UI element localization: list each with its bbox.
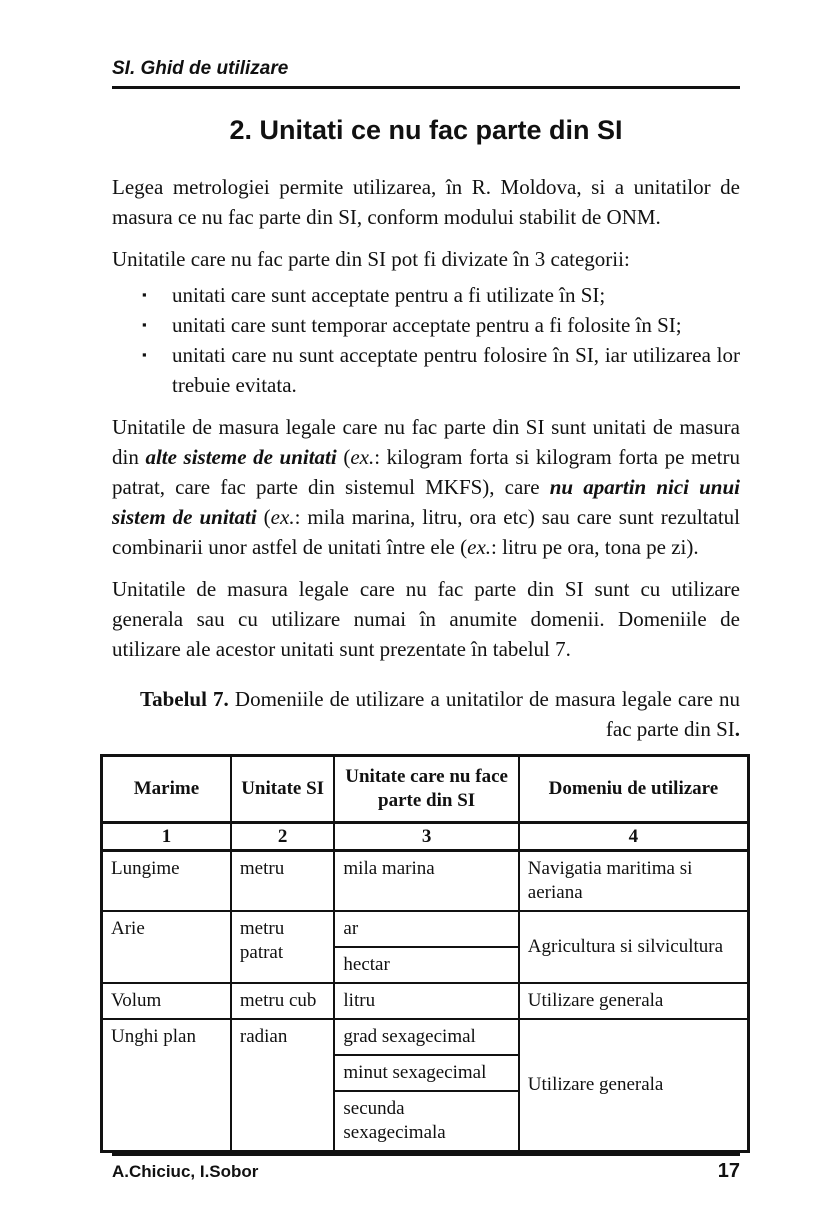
column-number: 1	[102, 823, 231, 851]
square-bullet-icon: ▪	[142, 347, 147, 362]
emphasis-nu-apartin: nu apartin nici unui sistem de unitati	[112, 475, 740, 529]
paragraph-4: Unitatile de masura legale care nu fac parte din SI sunt cu utilizare generala sau cu utilizare numai în anumite domenii. Domeniile de utilizare ale acestor unitati sunt prezentate în tabelul 7.	[112, 577, 740, 661]
cell-marime: Unghi plan	[102, 1019, 231, 1152]
column-number: 4	[519, 823, 749, 851]
cell-non-si: minut sexagecimal	[334, 1055, 518, 1091]
cell-unitate-si: radian	[231, 1019, 335, 1152]
column-header-domeniu: Domeniu de utilizare	[519, 756, 749, 823]
cell-unitate-si: metru cub	[231, 983, 335, 1019]
table-row-volum	[102, 983, 749, 1019]
table-row-unghi-plan	[102, 1019, 749, 1055]
paragraph-2: Unitatile care nu fac parte din SI pot fi divizate în 3 categorii:	[112, 247, 630, 271]
square-bullet-icon: ▪	[142, 317, 147, 332]
example-abbrev: ex.	[350, 445, 375, 469]
list-item	[112, 280, 740, 310]
cell-unitate-si: metru	[231, 851, 335, 912]
cell-marime: Arie	[102, 911, 231, 983]
paragraph-3-text: Unitatile de masura legale care nu fac parte din SI sunt unitati de masura din	[112, 415, 740, 469]
paragraph-3-text: (	[256, 505, 271, 529]
table-row-arie	[102, 911, 749, 947]
cell-domeniu: Navigatia maritima si aeriana	[519, 851, 749, 912]
table-caption-period: .	[734, 717, 740, 741]
footer-authors: A.Chiciuc, I.Sobor	[112, 1162, 259, 1181]
column-number: 3	[334, 823, 518, 851]
table-row-lungime	[102, 851, 749, 912]
page-number: 17	[717, 1160, 740, 1182]
table-caption-text: Domeniile de utilizare a unitatilor de masura legale care nu fac parte din SI	[228, 687, 740, 741]
paragraph-3-text: : kilogram forta si kilogram forta pe metru patrat, care fac parte din sistemul MKFS), care	[112, 445, 740, 499]
column-number-row	[102, 823, 749, 851]
cell-marime: Lungime	[102, 851, 231, 912]
table-header-row	[102, 756, 749, 823]
column-header-non-si: Unitate care nu face parte din SI	[334, 756, 518, 823]
paragraph-3-text: : mila marina, litru, ora etc) sau care sunt rezultatul combinarii unor astfel de unitati între ele (	[112, 505, 740, 559]
column-header-unitate-si: Unitate SI	[231, 756, 335, 823]
example-abbrev: ex.	[270, 505, 295, 529]
list-item-text: unitati care nu sunt acceptate pentru folosire în SI, iar utilizarea lor trebuie evitata.	[172, 343, 740, 397]
table-caption-label: Tabelul 7.	[140, 687, 229, 711]
list-item-text: unitati care sunt acceptate pentru a fi utilizate în SI;	[172, 283, 606, 307]
cell-marime: Volum	[102, 983, 231, 1019]
square-bullet-icon: ▪	[142, 287, 147, 302]
example-abbrev: ex.	[467, 535, 492, 559]
list-item	[112, 310, 740, 340]
running-header: SI. Ghid de utilizare	[112, 58, 740, 89]
paragraph-3	[112, 412, 740, 562]
bullet-list	[112, 280, 740, 400]
column-number: 2	[231, 823, 335, 851]
list-item	[112, 340, 740, 400]
cell-domeniu: Utilizare generala	[519, 1019, 749, 1152]
cell-non-si: ar	[334, 911, 518, 947]
table-7	[100, 754, 750, 1153]
cell-unitate-si: metru patrat	[231, 911, 335, 983]
page-title: 2. Unitati ce nu fac parte din SI	[229, 115, 623, 145]
paragraph-3-text: : litru pe ora, tona pe zi).	[491, 535, 699, 559]
cell-non-si: hectar	[334, 947, 518, 983]
paragraph-3-text: (	[336, 445, 351, 469]
page-footer	[112, 1153, 740, 1183]
cell-non-si: litru	[334, 983, 518, 1019]
cell-non-si: mila marina	[334, 851, 518, 912]
emphasis-alte-sisteme: alte sisteme de unitati	[145, 445, 337, 469]
list-item-text: unitati care sunt temporar acceptate pentru a fi folosite în SI;	[172, 313, 682, 337]
cell-non-si: secunda sexagecimala	[334, 1091, 518, 1152]
table-caption	[112, 684, 740, 744]
column-header-marime: Marime	[102, 756, 231, 823]
table-7-wrapper	[100, 754, 750, 1153]
cell-domeniu: Agricultura si silvicultura	[519, 911, 749, 983]
paragraph-1: Legea metrologiei permite utilizarea, în R. Moldova, si a unitatilor de masura ce nu fac parte din SI, conform modului stabilit de ONM.	[112, 175, 740, 229]
cell-non-si: grad sexagecimal	[334, 1019, 518, 1055]
cell-domeniu: Utilizare generala	[519, 983, 749, 1019]
